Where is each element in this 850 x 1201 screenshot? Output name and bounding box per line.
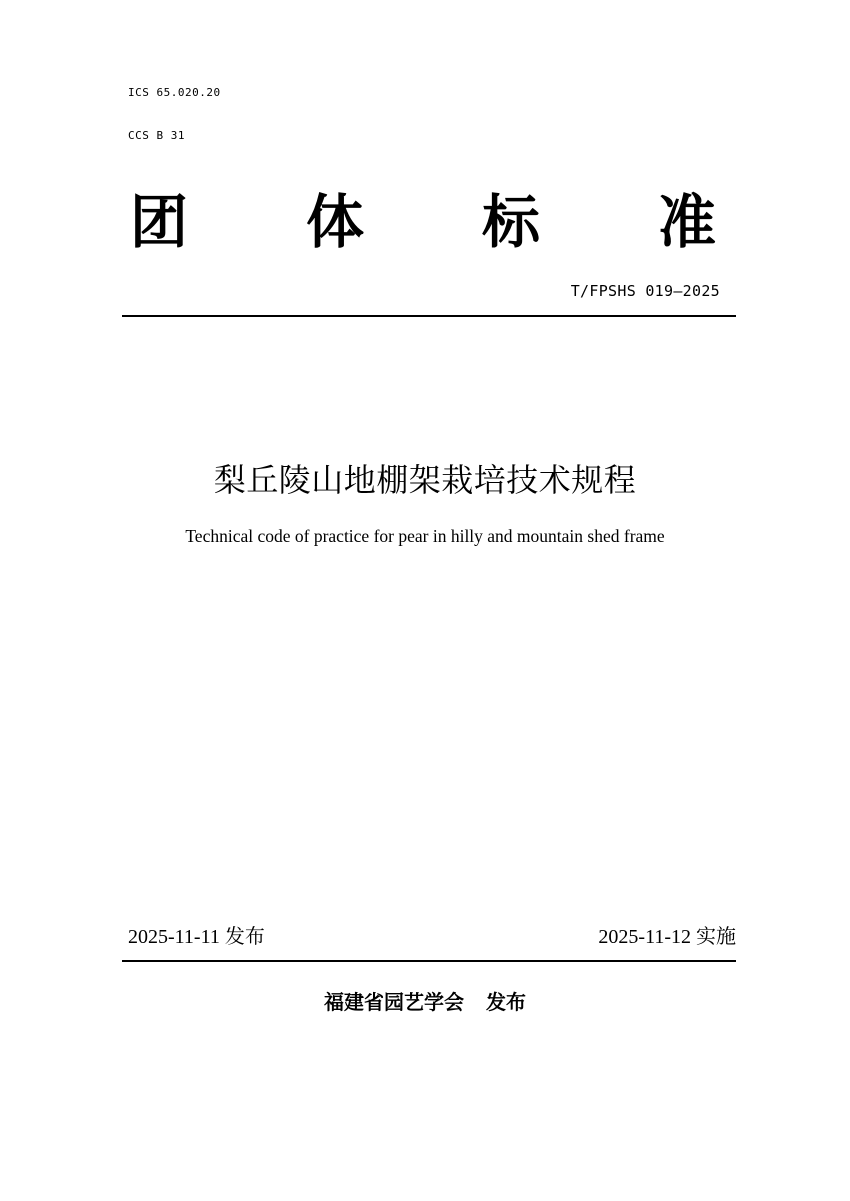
standard-number: T/FPSHS 019—2025 [570, 282, 720, 300]
publisher-name: 福建省园艺学会 [324, 990, 464, 1014]
ccs-code: CCS B 31 [128, 129, 185, 142]
title-chinese: 梨丘陵山地棚架栽培技术规程 [213, 461, 637, 499]
release-date: 2025-11-11 发布 [128, 926, 265, 948]
standard-type-char: 体 [306, 188, 365, 256]
ics-code: ICS 65.020.20 [128, 86, 221, 99]
standard-type-char: 标 [482, 188, 541, 256]
bottom-divider [122, 960, 736, 962]
standard-type-char: 团 [130, 188, 189, 256]
standard-type-heading [120, 182, 740, 262]
top-divider [122, 315, 736, 317]
publisher-action: 发布 [486, 990, 526, 1014]
title-english: Technical code of practice for pear in hilly and mountain shed frame [185, 526, 665, 546]
implementation-date: 2025-11-12 实施 [598, 926, 736, 948]
publisher-line [0, 988, 850, 1016]
standard-type-char: 准 [658, 188, 717, 256]
